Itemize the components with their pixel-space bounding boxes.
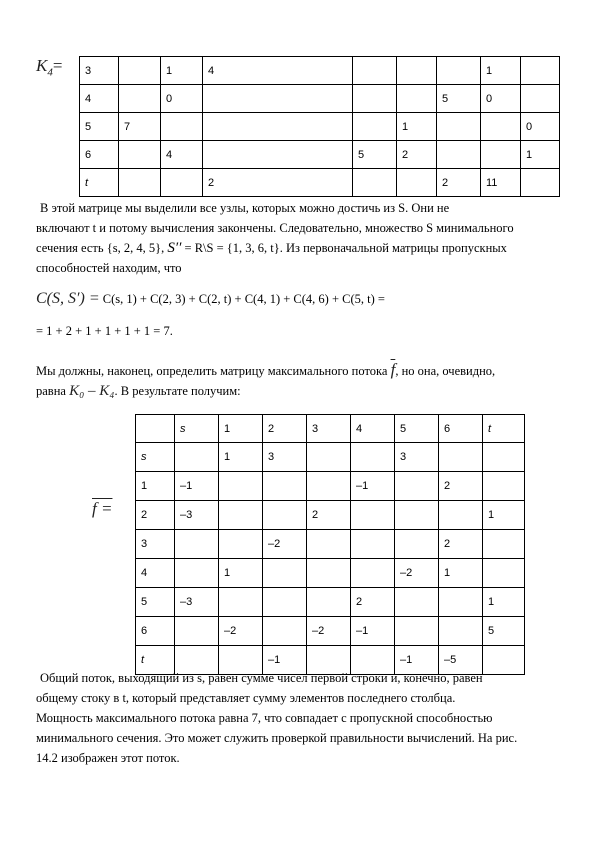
f-cell — [395, 617, 439, 646]
f-row — [136, 617, 525, 646]
k4-cell — [521, 57, 560, 85]
p3-line5: 14.2 изображен этот поток. — [36, 751, 180, 765]
f-header-cell: 4 — [351, 415, 395, 443]
f-cell — [483, 443, 525, 472]
k4-cell — [481, 141, 521, 169]
f-header-cell: 1 — [219, 415, 263, 443]
paragraph-2 — [36, 360, 576, 401]
f-cell: 4 — [136, 559, 175, 588]
f-header-cell: 3 — [307, 415, 351, 443]
f-cell — [351, 443, 395, 472]
k4-cell: 6 — [80, 141, 119, 169]
f-cell — [439, 617, 483, 646]
k4-cell: 7 — [119, 113, 161, 141]
k4-cell — [521, 85, 560, 113]
p2-line2-end: . В результате получим: — [114, 384, 241, 398]
f-cell — [219, 472, 263, 501]
k4-cell: 5 — [353, 141, 397, 169]
f-cell: –1 — [175, 472, 219, 501]
p1-line1: В этой матрице мы выделили все узлы, которых можно достичь из S. Они не — [40, 201, 450, 215]
f-cell: –2 — [307, 617, 351, 646]
k4-letter: K — [36, 56, 48, 75]
f-bar-symbol: $\overline{f}$ — [390, 360, 396, 379]
k4-cell: 1 — [481, 57, 521, 85]
k4-cell: 5 — [437, 85, 481, 113]
k4-cell: 0 — [481, 85, 521, 113]
f-row — [136, 559, 525, 588]
k4-cell — [119, 85, 161, 113]
paragraph-1 — [36, 198, 566, 278]
k4-cell — [437, 57, 481, 85]
k4-cell — [397, 169, 437, 197]
p3-line3: Мощность максимального потока равна 7, что совпадает с пропускной способностью — [36, 711, 493, 725]
f-cell — [439, 501, 483, 530]
f-cell: 2 — [351, 588, 395, 617]
k4-cell — [397, 85, 437, 113]
k4-cell — [161, 169, 203, 197]
k4-cell: 2 — [203, 169, 353, 197]
k4-cell: 2 — [397, 141, 437, 169]
k4-cell — [353, 169, 397, 197]
k4-label — [36, 56, 62, 78]
f-header-cell: s — [175, 415, 219, 443]
k4-cell: 11 — [481, 169, 521, 197]
f-cell — [263, 501, 307, 530]
f-cell — [395, 530, 439, 559]
f-header-cell: 2 — [263, 415, 307, 443]
k4-cell — [203, 113, 353, 141]
k4-cell — [203, 141, 353, 169]
f-cell — [219, 530, 263, 559]
k4-cell — [353, 113, 397, 141]
p1-line3-start: сечения есть {s, 2, 4, 5}, — [36, 241, 165, 255]
k4-cell — [161, 113, 203, 141]
k0-minus-k4: K₀ – K₄ — [69, 383, 115, 399]
f-cell: –2 — [263, 530, 307, 559]
f-cell: 6 — [136, 617, 175, 646]
f-header-cell — [136, 415, 175, 443]
k4-cell: 1 — [397, 113, 437, 141]
p1-line3-end: = R\S = {1, 3, 6, t}. Из первоначальной матрицы пропускных — [184, 241, 507, 255]
f-cell: –1 — [351, 472, 395, 501]
f-cell — [483, 530, 525, 559]
f-cell: –3 — [175, 588, 219, 617]
k4-cell — [481, 113, 521, 141]
k4-row — [80, 113, 560, 141]
formula-lhs: C(S, S′) = — [36, 290, 100, 307]
f-cell — [263, 559, 307, 588]
f-row — [136, 443, 525, 472]
f-cell: 2 — [307, 501, 351, 530]
k4-row — [80, 57, 560, 85]
f-cell — [351, 501, 395, 530]
f-matrix — [135, 414, 525, 675]
f-cell — [439, 588, 483, 617]
f-cell — [219, 588, 263, 617]
f-cell: 1 — [136, 472, 175, 501]
f-cell — [351, 559, 395, 588]
f-cell: 2 — [439, 472, 483, 501]
k4-cell — [119, 57, 161, 85]
f-cell — [395, 588, 439, 617]
k4-cell — [437, 113, 481, 141]
p3-line1: Общий поток, выходящий из s, равен сумме чисел первой строки и, конечно, равен — [40, 671, 483, 685]
f-cell — [175, 559, 219, 588]
f-cell: 1 — [483, 588, 525, 617]
f-header-row — [136, 415, 525, 443]
f-cell: 1 — [219, 559, 263, 588]
f-cell: 3 — [136, 530, 175, 559]
f-cell: –2 — [395, 559, 439, 588]
f-matrix-label: f = — [92, 499, 113, 518]
k4-cell — [397, 57, 437, 85]
k4-cell: 2 — [437, 169, 481, 197]
k4-eq: = — [52, 56, 63, 75]
k4-matrix — [79, 56, 560, 197]
f-cell: 1 — [439, 559, 483, 588]
k4-cell — [353, 57, 397, 85]
f-cell — [263, 617, 307, 646]
f-cell — [351, 530, 395, 559]
p2-line2 — [36, 381, 576, 401]
p2-line1-start: Мы должны, наконец, определить матрицу максимального потока — [36, 364, 388, 378]
k4-cell — [521, 169, 560, 197]
k4-cell: 1 — [161, 57, 203, 85]
f-row — [136, 501, 525, 530]
f-cell — [395, 472, 439, 501]
f-cell — [483, 559, 525, 588]
f-cell: 3 — [395, 443, 439, 472]
k4-cell: t — [80, 169, 119, 197]
k4-cell: 0 — [161, 85, 203, 113]
k4-cell: 3 — [80, 57, 119, 85]
f-cell: 3 — [263, 443, 307, 472]
f-header-cell: t — [483, 415, 525, 443]
p3-line4: минимального сечения. Это может служить проверкой правильности вычислений. На рис. — [36, 731, 518, 745]
f-cell — [395, 501, 439, 530]
f-cell — [175, 443, 219, 472]
f-header-cell: 5 — [395, 415, 439, 443]
p1-line2: включают t и потому вычисления закончены. Следовательно, множество S минимального — [36, 221, 514, 235]
p1-line3 — [36, 238, 566, 258]
f-cell: 2 — [136, 501, 175, 530]
f-header-cell: 6 — [439, 415, 483, 443]
f-cell — [483, 472, 525, 501]
f-cell: 5 — [136, 588, 175, 617]
k4-row — [80, 169, 560, 197]
f-cell: t — [136, 646, 175, 675]
k4-cell: 1 — [521, 141, 560, 169]
f-cell — [307, 588, 351, 617]
f-cell: 2 — [439, 530, 483, 559]
f-cell: –1 — [263, 646, 307, 675]
k4-cell — [119, 169, 161, 197]
f-cell: –1 — [395, 646, 439, 675]
f-cell — [439, 443, 483, 472]
f-cell: –2 — [219, 617, 263, 646]
paragraph-3 — [36, 668, 576, 768]
f-cell — [307, 472, 351, 501]
f-cell — [263, 588, 307, 617]
f-cell: s — [136, 443, 175, 472]
f-row — [136, 588, 525, 617]
f-cell: 1 — [219, 443, 263, 472]
f-cell — [307, 530, 351, 559]
f-cell — [175, 530, 219, 559]
p2-line1-end: , но она, очевидно, — [395, 364, 496, 378]
k4-subscript: 4 — [47, 66, 53, 79]
formula-line-2: = 1 + 2 + 1 + 1 + 1 + 1 = 7. — [36, 324, 173, 338]
f-cell: –3 — [175, 501, 219, 530]
k4-cell: 4 — [203, 57, 353, 85]
k4-row — [80, 141, 560, 169]
k4-cell — [119, 141, 161, 169]
p2-line2-start: равна — [36, 384, 66, 398]
k4-cell: 5 — [80, 113, 119, 141]
k4-cell — [353, 85, 397, 113]
s-prime-symbol: S′′ — [167, 240, 182, 256]
f-cell: 5 — [483, 617, 525, 646]
k4-cell — [437, 141, 481, 169]
formula-line-1 — [36, 290, 576, 308]
p2-line1 — [36, 360, 576, 381]
f-cell: –1 — [351, 617, 395, 646]
k4-cell — [203, 85, 353, 113]
f-row — [136, 472, 525, 501]
k4-cell: 0 — [521, 113, 560, 141]
f-cell — [175, 617, 219, 646]
f-cell: –5 — [439, 646, 483, 675]
f-cell — [307, 443, 351, 472]
p1-line4: способностей находим, что — [36, 261, 182, 275]
k4-cell: 4 — [80, 85, 119, 113]
f-cell — [263, 472, 307, 501]
f-cell: 1 — [483, 501, 525, 530]
formula-rhs: C(s, 1) + C(2, 3) + C(2, t) + C(4, 1) + C(4, 6) + C(5, t) = — [102, 292, 385, 306]
f-row — [136, 530, 525, 559]
f-cell — [219, 501, 263, 530]
k4-row — [80, 85, 560, 113]
k4-cell: 4 — [161, 141, 203, 169]
p3-line2: общему стоку в t, который представляет сумму элементов последнего столбца. — [36, 691, 456, 705]
f-cell — [307, 559, 351, 588]
